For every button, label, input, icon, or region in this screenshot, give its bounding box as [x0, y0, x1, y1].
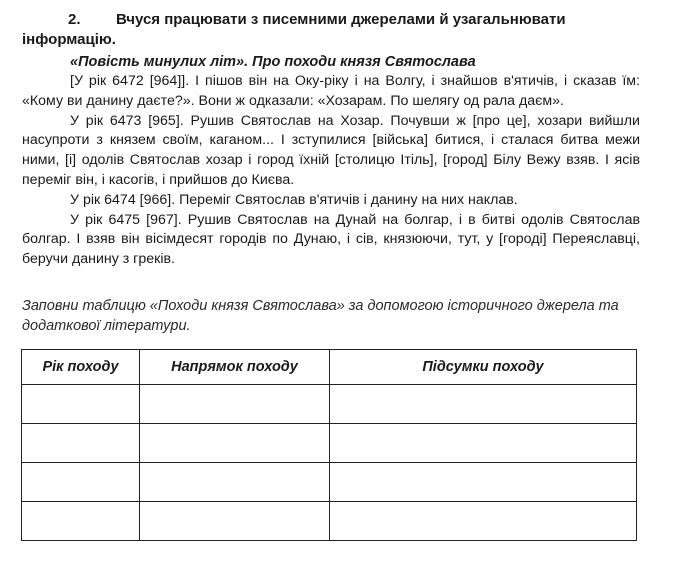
- task-number: 2.: [68, 11, 81, 28]
- table-row: [22, 385, 637, 424]
- task-title: Вчуся працювати з писемними джерелами й узагальнювати інформацію.: [22, 11, 566, 48]
- cell-year[interactable]: [22, 424, 140, 463]
- source-text: [22, 72, 640, 270]
- source-title: «Повість минулих літ». Про походи князя Святослава: [70, 54, 476, 70]
- header-year: Рік походу: [22, 350, 140, 385]
- cell-direction[interactable]: [140, 385, 330, 424]
- table-header-row: [22, 350, 637, 385]
- cell-results[interactable]: [330, 502, 637, 541]
- source-paragraph-966: У рік 6474 [966]. Переміг Святослав в'ятичів і данину на них наклав.: [70, 191, 518, 208]
- source-paragraph-967: У рік 6475 [967]. Рушив Святослав на Дунай на болгар, і в битві одолів Святослав болгар. І взяв він вісімдесят городів по Дунаю, і сів, князюючи, тут, у [городі] Переяславці, беручи данину з греків.: [22, 211, 640, 268]
- cell-results[interactable]: [330, 463, 637, 502]
- source-paragraph-964: [У рік 6472 [964]]. І пішов він на Оку-ріку і на Волгу, і знайшов в'ятичів, і сказав їм: «Кому ви данину даєте?». Вони ж одказали: «Хозарам. По шелягу од рала даєм».: [22, 73, 640, 109]
- header-direction: Напрямок походу: [140, 350, 330, 385]
- cell-direction[interactable]: [140, 424, 330, 463]
- table-row: [22, 424, 637, 463]
- cell-year[interactable]: [22, 385, 140, 424]
- cell-results[interactable]: [330, 424, 637, 463]
- cell-results[interactable]: [330, 385, 637, 424]
- table-instruction: Заповни таблицю «Походи князя Святослава» за допомогою історичного джерела та додаткової літератури.: [22, 298, 619, 334]
- campaigns-table: [21, 349, 637, 541]
- cell-direction[interactable]: [140, 502, 330, 541]
- cell-year[interactable]: [22, 502, 140, 541]
- task-heading: [22, 10, 662, 50]
- header-results: Підсумки походу: [330, 350, 637, 385]
- cell-direction[interactable]: [140, 463, 330, 502]
- cell-year[interactable]: [22, 463, 140, 502]
- source-paragraph-965: У рік 6473 [965]. Рушив Святослав на Хозар. Почувши ж [про це], хозари вийшли насупроти з князем своїм, каганом... І зступилися [війська] битися, і сталася битва межи ними, [і] одолів Святослав хозар і город їхній [столицю Ітіль], [город] Білу Вежу взяв. І ясів переміг він, і касогів, і прийшов до Києва.: [22, 112, 640, 188]
- table-row: [22, 463, 637, 502]
- table-row: [22, 502, 637, 541]
